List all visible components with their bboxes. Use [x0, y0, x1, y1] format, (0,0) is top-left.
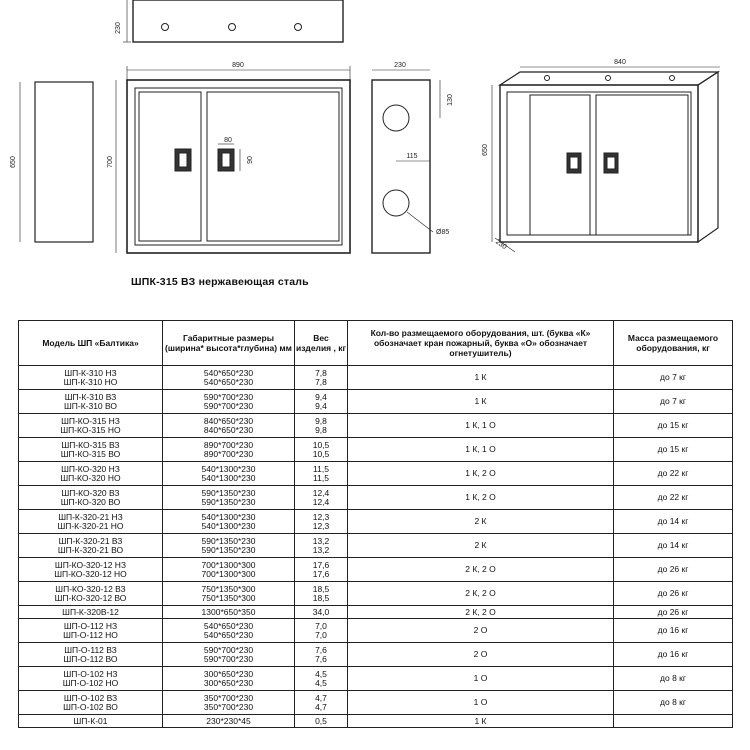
equipment-cell: 1 О: [348, 691, 614, 715]
weight-cell-line: 7,6: [315, 645, 327, 655]
model-cell: [19, 414, 163, 438]
weight-cell-line: 12,4: [312, 488, 330, 498]
weight-cell: [295, 486, 348, 510]
equipment-cell: 1 К: [348, 366, 614, 390]
weight-cell-line: 7,6: [315, 653, 327, 664]
dim-handle-w: 80: [224, 137, 232, 144]
mass-cell: [614, 715, 733, 728]
specs-table: [18, 320, 733, 728]
model-cell-line: ШП-КО-320-12 НЗ: [54, 560, 127, 570]
dimensions-cell-line: 350*700*230: [203, 701, 254, 712]
table-row: [19, 606, 733, 619]
model-cell-line: ШП-КО-320 ВЗ: [61, 488, 120, 498]
mass-cell: до 16 кг: [614, 643, 733, 667]
dim-hole-dia: Ø85: [436, 229, 450, 236]
mass-cell: до 16 кг: [614, 619, 733, 643]
model-cell-line: ШП-О-112 НЗ: [63, 621, 118, 631]
model-cell: [19, 438, 163, 462]
table-row: [19, 462, 733, 486]
table-row: [19, 643, 733, 667]
dimensions-cell-line: 540*1300*230: [201, 472, 256, 483]
dim-width-front: 890: [232, 62, 244, 69]
model-cell-line: ШП-К-320-21 ВО: [57, 544, 124, 555]
weight-cell-line: 18,5: [312, 592, 330, 603]
dimensions-cell: [163, 438, 295, 462]
dim-handle-h: 90: [247, 156, 254, 164]
dimensions-cell-line: 540*650*230: [203, 368, 254, 378]
dimensions-cell-line: 540*1300*230: [201, 520, 256, 531]
weight-cell-line: 0,5: [315, 715, 327, 726]
dimensions-cell: [163, 691, 295, 715]
equipment-cell: 1 К, 1 О: [348, 438, 614, 462]
weight-cell: [295, 667, 348, 691]
weight-cell-line: 7,0: [315, 629, 327, 640]
header-weight: Вес изделия , кг: [295, 321, 348, 366]
model-cell-line: ШП-К-310 НО: [63, 376, 118, 387]
table-row: [19, 691, 733, 715]
dim-depth-side: 230: [394, 62, 406, 69]
left-side-view: [20, 82, 93, 242]
table-row: [19, 486, 733, 510]
dimensions-cell: [163, 667, 295, 691]
dimensions-cell-line: 300*650*230: [203, 677, 254, 688]
model-cell-line: ШП-КО-320-12 ВО: [54, 592, 127, 603]
dim-top-depth: 230: [115, 22, 122, 34]
equipment-cell: 2 К: [348, 510, 614, 534]
model-cell: [19, 510, 163, 534]
dim-hole-top: 130: [447, 94, 454, 106]
model-cell-line: ШП-О-102 ВЗ: [63, 693, 118, 703]
model-cell: [19, 606, 163, 619]
dimensions-cell: [163, 715, 295, 728]
dimensions-cell-line: 540*650*230: [203, 629, 254, 640]
model-cell-line: ШП-К-310 НЗ: [64, 368, 117, 378]
model-cell-line: ШП-О-102 НЗ: [63, 669, 118, 679]
weight-cell-line: 10,5: [312, 448, 330, 459]
mass-cell: до 26 кг: [614, 582, 733, 606]
dimensions-cell: [163, 486, 295, 510]
model-cell: [19, 390, 163, 414]
weight-cell-line: 7,8: [315, 368, 327, 378]
dimensions-cell-line: 590*700*230: [203, 645, 254, 655]
weight-cell: [295, 606, 348, 619]
dimensions-cell: [163, 558, 295, 582]
model-cell: [19, 558, 163, 582]
table-row: [19, 390, 733, 414]
weight-cell-line: 9,8: [315, 416, 327, 426]
weight-cell-line: 17,6: [312, 560, 330, 570]
model-cell-line: ШП-К-320В-12: [62, 606, 119, 617]
model-cell-line: ШП-КО-320 НЗ: [61, 464, 120, 474]
model-cell: [19, 534, 163, 558]
mass-cell: до 8 кг: [614, 667, 733, 691]
mass-cell: до 14 кг: [614, 510, 733, 534]
model-cell-line: ШП-О-112 НО: [63, 629, 118, 640]
weight-cell: [295, 691, 348, 715]
model-cell: [19, 715, 163, 728]
model-cell-line: ШП-О-102 НО: [62, 677, 119, 688]
weight-cell: [295, 534, 348, 558]
mass-cell: до 8 кг: [614, 691, 733, 715]
weight-cell: [295, 619, 348, 643]
dimensions-cell-line: 590*1350*230: [201, 488, 256, 498]
model-cell-line: ШП-К-01: [73, 715, 108, 726]
model-cell: [19, 667, 163, 691]
dimensions-cell-line: 840*650*230: [203, 424, 254, 435]
dimensions-cell: [163, 606, 295, 619]
weight-cell-line: 12,3: [312, 520, 330, 531]
weight-cell-line: 11,5: [313, 464, 329, 474]
weight-cell: [295, 414, 348, 438]
weight-cell: [295, 438, 348, 462]
table-row: [19, 715, 733, 728]
equipment-cell: 1 К, 2 О: [348, 486, 614, 510]
dimensions-cell-line: 750*1350*300: [201, 592, 256, 603]
equipment-cell: 1 К, 2 О: [348, 462, 614, 486]
model-cell-line: ШП-К-310 ВЗ: [64, 392, 117, 402]
mass-cell: до 14 кг: [614, 534, 733, 558]
dimensions-cell-line: 590*1350*230: [201, 536, 256, 546]
model-cell: [19, 366, 163, 390]
model-cell-line: ШП-КО-315 ВО: [60, 448, 121, 459]
weight-cell: [295, 582, 348, 606]
dimensions-cell: [163, 534, 295, 558]
dimensions-cell-line: 700*1300*300: [201, 560, 256, 570]
model-cell-line: ШП-К-320-21 ВЗ: [58, 536, 123, 546]
header-equipment: Кол-во размещаемого оборудования, шт. (буква «К» обозначает кран пожарный, буква «О» обозначает огнетушитель): [348, 321, 614, 366]
table-row: [19, 534, 733, 558]
weight-cell: [295, 558, 348, 582]
mass-cell: до 7 кг: [614, 366, 733, 390]
equipment-cell: 2 К, 2 О: [348, 606, 614, 619]
header-model: Модель ШП «Балтика»: [19, 321, 163, 366]
dimensions-cell-line: 590*700*230: [203, 400, 254, 411]
weight-cell-line: 17,6: [312, 568, 330, 579]
mass-cell: до 15 кг: [614, 414, 733, 438]
weight-cell-line: 4,7: [315, 701, 327, 712]
mass-cell: до 22 кг: [614, 486, 733, 510]
model-cell-line: ШП-КО-320 ВО: [60, 496, 121, 507]
model-cell-line: ШП-КО-320-12 НО: [54, 568, 127, 579]
weight-cell: [295, 390, 348, 414]
model-cell-line: ШП-КО-315 НЗ: [61, 416, 120, 426]
model-cell-line: ШП-КО-320-12 ВЗ: [55, 584, 126, 594]
mass-cell: до 26 кг: [614, 606, 733, 619]
equipment-cell: 1 К: [348, 390, 614, 414]
dimensions-cell: [163, 582, 295, 606]
model-cell-line: ШП-О-112 ВО: [63, 653, 118, 664]
weight-cell-line: 4,7: [315, 693, 327, 703]
model-cell: [19, 486, 163, 510]
weight-cell-line: 7,0: [315, 621, 327, 631]
technical-drawings: [0, 0, 750, 300]
equipment-cell: 2 О: [348, 643, 614, 667]
dimensions-cell-line: 590*700*230: [203, 392, 254, 402]
weight-cell-line: 34,0: [312, 606, 330, 617]
weight-cell: [295, 462, 348, 486]
dimensions-cell-line: 540*650*230: [203, 376, 254, 387]
model-cell-line: ШП-КО-315 ВЗ: [61, 440, 120, 450]
weight-cell: [295, 510, 348, 534]
dimensions-cell-line: 540*1300*230: [201, 512, 256, 522]
dimensions-cell-line: 750*1350*300: [201, 584, 256, 594]
mass-cell: до 15 кг: [614, 438, 733, 462]
equipment-cell: 1 О: [348, 667, 614, 691]
table-row: [19, 438, 733, 462]
weight-cell-line: 12,3: [312, 512, 330, 522]
model-cell-line: ШП-О-102 ВО: [63, 701, 118, 712]
equipment-cell: 2 О: [348, 619, 614, 643]
model-cell-line: ШП-К-320-21 НО: [57, 520, 124, 531]
table-row: [19, 414, 733, 438]
table-header-row: [19, 321, 733, 366]
dimensions-cell: [163, 414, 295, 438]
table-row: [19, 582, 733, 606]
dimensions-cell: [163, 510, 295, 534]
dim-width-iso: 840: [614, 59, 626, 66]
weight-cell: [295, 643, 348, 667]
model-cell: [19, 643, 163, 667]
weight-cell: [295, 366, 348, 390]
mass-cell: до 7 кг: [614, 390, 733, 414]
dimensions-cell-line: 350*700*230: [203, 693, 254, 703]
weight-cell-line: 4,5: [315, 669, 327, 679]
weight-cell: [295, 715, 348, 728]
dimensions-cell-line: 300*650*230: [203, 669, 254, 679]
model-cell-line: ШП-КО-315 НО: [60, 424, 121, 435]
weight-cell-line: 18,5: [312, 584, 330, 594]
dim-height-iso: 650: [482, 144, 489, 156]
weight-cell-line: 4,5: [315, 677, 327, 688]
isometric-view: [492, 67, 720, 252]
dimensions-cell-line: 590*700*230: [203, 653, 254, 664]
dimensions-cell-line: 590*1350*230: [201, 544, 256, 555]
weight-cell-line: 12,4: [312, 496, 330, 507]
weight-cell-line: 9,8: [315, 424, 327, 435]
dimensions-cell-line: 840*650*230: [203, 416, 254, 426]
model-cell: [19, 691, 163, 715]
front-view: [116, 66, 350, 253]
model-cell: [19, 462, 163, 486]
dimensions-cell: [163, 643, 295, 667]
dimensions-cell-line: 540*1300*230: [201, 464, 256, 474]
mass-cell: до 22 кг: [614, 462, 733, 486]
equipment-cell: 2 К, 2 О: [348, 558, 614, 582]
weight-cell-line: 11,5: [313, 472, 329, 483]
model-cell-line: ШП-О-112 ВЗ: [64, 645, 117, 655]
dimensions-cell-line: 1300*650*350: [201, 606, 256, 617]
model-cell-line: ШП-КО-320 НО: [60, 472, 121, 483]
equipment-cell: 1 К: [348, 715, 614, 728]
equipment-cell: 2 К: [348, 534, 614, 558]
model-cell: [19, 582, 163, 606]
dim-hole-off: 115: [406, 153, 418, 160]
table-row: [19, 366, 733, 390]
dimensions-cell: [163, 366, 295, 390]
top-view: [123, 0, 343, 42]
dimensions-cell: [163, 390, 295, 414]
equipment-cell: 2 К, 2 О: [348, 582, 614, 606]
dimensions-cell-line: 700*1300*300: [201, 568, 256, 579]
header-mass: Масса размещаемого оборудования, кг: [614, 321, 733, 366]
dim-height-front: 700: [107, 156, 114, 168]
weight-cell-line: 10,5: [312, 440, 330, 450]
model-cell-line: ШП-К-310 ВО: [63, 400, 118, 411]
weight-cell-line: 13,2: [312, 536, 330, 546]
model-cell-line: ШП-К-320-21 НЗ: [58, 512, 123, 522]
header-dimensions: Габаритные размеры (ширина* высота*глубина) мм: [163, 321, 295, 366]
dimensions-cell-line: 890*700*230: [203, 448, 254, 459]
dimensions-cell-line: 590*1350*230: [201, 496, 256, 507]
table-body: [19, 366, 733, 728]
table-row: [19, 619, 733, 643]
dimensions-cell: [163, 619, 295, 643]
drawing-caption: ШПК-315 ВЗ нержавеющая сталь: [131, 276, 309, 288]
weight-cell-line: 7,8: [315, 376, 327, 387]
dimensions-cell: [163, 462, 295, 486]
dimensions-cell-line: 230*230*45: [206, 715, 251, 726]
table-row: [19, 667, 733, 691]
dim-height-side: 650: [10, 156, 17, 168]
table-row: [19, 558, 733, 582]
model-cell: [19, 619, 163, 643]
mass-cell: до 26 кг: [614, 558, 733, 582]
dimensions-cell-line: 890*700*230: [203, 440, 254, 450]
table-row: [19, 510, 733, 534]
weight-cell-line: 13,2: [312, 544, 330, 555]
dim-depth-iso: 230: [494, 238, 508, 251]
equipment-cell: 1 К, 1 О: [348, 414, 614, 438]
weight-cell-line: 9,4: [315, 400, 327, 411]
weight-cell-line: 9,4: [315, 392, 327, 402]
right-side-view: [372, 70, 440, 253]
dimensions-cell-line: 540*650*230: [203, 621, 254, 631]
